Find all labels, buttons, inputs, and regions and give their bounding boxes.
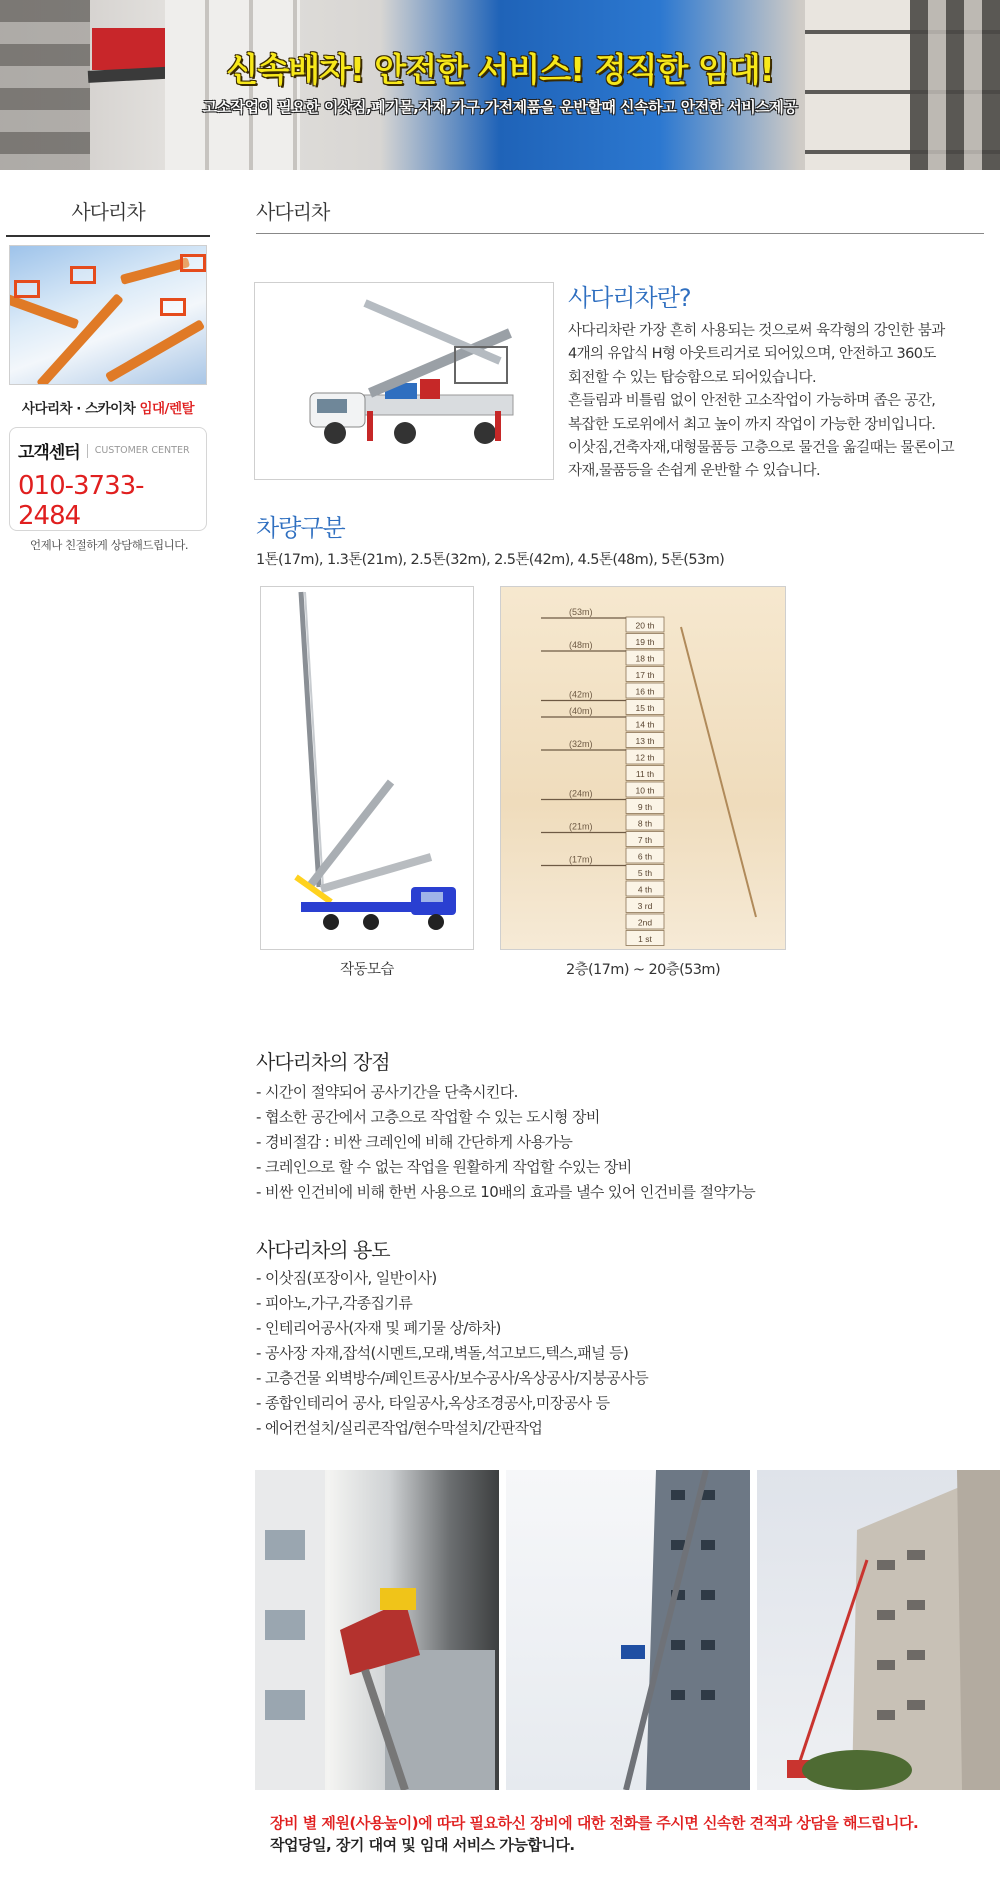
work-photo-1: [255, 1470, 499, 1790]
ladder-operation-illustration: [261, 587, 474, 950]
work-photo-2: [506, 1470, 750, 1790]
floor-label: 14 th: [635, 719, 655, 730]
footer-note: [270, 1812, 990, 1856]
floor-label: 5 th: [637, 868, 653, 878]
sidebar-caption: [6, 397, 210, 417]
customer-center-header: [18, 438, 200, 463]
uses-title: 사다리차의 용도: [256, 1238, 390, 1262]
floor-label: 7 th: [637, 835, 653, 845]
intro-line: 자재,물품등을 손쉽게 운반할 수 있습니다.: [568, 463, 820, 480]
customer-center-label: 고객센터: [18, 443, 80, 463]
floor-label: 17 th: [635, 670, 655, 680]
operation-caption: 작동모습: [340, 962, 394, 978]
floor-label: 19 th: [635, 637, 655, 647]
floor-label: 20 th: [635, 620, 655, 631]
banner-headline: 신속배차! 안전한 서비스! 정직한 임대!: [226, 50, 774, 89]
uses-list: [256, 1266, 648, 1441]
list-item: - 경비절감 : 비싼 크레인에 비해 간단하게 사용가능: [256, 1133, 573, 1151]
customer-center-note: 언제나 친절하게 상담해드립니다.: [30, 538, 188, 552]
customer-center-box: [9, 427, 207, 552]
height-mark-label: (48m): [569, 640, 593, 650]
footer-note-line1: 장비 별 제원(사용높이)에 따라 필요하신 장비에 대한 전화를 주시면 신속한 견적과 상담을 해드립니다.: [270, 1814, 919, 1832]
height-mark-label: (17m): [569, 854, 593, 865]
advantages-list: [256, 1080, 755, 1205]
work-photo-2-illustration: [506, 1470, 750, 1790]
list-item: - 공사장 자재,잡석(시멘트,모래,벽돌,석고보드,텍스,패널 등): [256, 1344, 629, 1362]
height-mark-label: (32m): [569, 739, 593, 749]
ladder-truck-illustration: [255, 283, 554, 480]
intro-line: 복잡한 도로위에서 최고 높이 까지 작업이 가능한 장비입니다.: [568, 416, 936, 433]
sidebar-aerial-lift-image: [9, 245, 207, 385]
floor-label: 9 th: [637, 802, 653, 812]
floor-label: 1 st: [638, 934, 652, 944]
intro-heading: 사다리차란?: [568, 284, 691, 312]
sidebar-caption-main: 사다리차 · 스카이차: [21, 401, 140, 417]
intro-line: 흔들림과 비틀림 없이 안전한 고소작업이 가능하며 좁은 공간,: [568, 393, 936, 410]
vehicle-sizes: 1톤(17m), 1.3톤(21m), 2.5톤(32m), 2.5톤(42m), 4.5톤(48m), 5톤(53m): [256, 552, 725, 568]
list-item: - 협소한 공간에서 고층으로 작업할 수 있는 도시형 장비: [256, 1108, 600, 1126]
floor-label: 18 th: [635, 653, 655, 664]
floor-height-illustration: [501, 587, 786, 950]
floor-label: 12 th: [635, 752, 655, 763]
footer-note-line2: 작업당일, 장기 대여 및 임대 서비스 가능합니다.: [270, 1836, 575, 1854]
floor-height-chart-image: [500, 586, 786, 950]
intro-text: [568, 320, 984, 484]
intro-line: 이삿짐,건축자재,대형물품등 고층으로 물건을 옮길때는 물론이고: [568, 440, 955, 457]
work-photo-3-illustration: [757, 1470, 1000, 1790]
floor-label: 2nd: [637, 917, 653, 928]
list-item: - 이삿짐(포장이사, 일반이사): [256, 1269, 437, 1287]
height-mark-label: (42m): [569, 689, 593, 700]
intro-line: 4개의 유압식 H형 아웃트리거로 되어있으며, 안전하고 360도: [568, 346, 936, 363]
floor-label: 8 th: [637, 818, 653, 829]
list-item: - 시간이 절약되어 공사기간을 단축시킨다.: [256, 1083, 518, 1101]
vehicle-heading: 차량구분: [256, 514, 345, 542]
top-banner: [0, 0, 1000, 170]
floor-label: 16 th: [635, 686, 655, 697]
ladder-truck-image: [254, 282, 554, 480]
page-title: 사다리차: [256, 196, 984, 234]
floor-label: 6 th: [637, 851, 653, 862]
intro-line: 사다리차란 가장 흔히 사용되는 것으로써 육각형의 강인한 붐과: [568, 323, 945, 339]
floor-label: 10 th: [635, 785, 655, 796]
advantages-title: 사다리차의 장점: [256, 1050, 390, 1074]
list-item: - 크레인으로 할 수 없는 작업을 원활하게 작업할 수있는 장비: [256, 1158, 632, 1176]
floor-label: 4 th: [637, 884, 653, 895]
customer-center-divider: [87, 444, 88, 458]
list-item: - 에어컨설치/실리콘작업/현수막설치/간판작업: [256, 1419, 543, 1437]
height-mark-label: (21m): [569, 821, 593, 832]
main-content: [256, 196, 984, 1437]
floor-label: 3 rd: [637, 901, 653, 911]
height-mark-label: (40m): [569, 706, 593, 716]
intro-line: 회전할 수 있는 탑승함으로 되어있습니다.: [568, 369, 816, 386]
sidebar-caption-rental: 임대/렌탈: [139, 401, 195, 417]
work-photo-3: [757, 1470, 1000, 1790]
floor-label: 13 th: [635, 736, 655, 746]
work-photo-1-illustration: [255, 1470, 499, 1790]
list-item: - 종합인테리어 공사, 타일공사,옥상조경공사,미장공사 등: [256, 1394, 610, 1412]
ladder-operation-image: [260, 586, 474, 950]
floor-range-caption: 2층(17m) ~ 20층(53m): [565, 962, 721, 978]
sidebar: [6, 196, 210, 552]
list-item: - 고층건물 외벽방수/페인트공사/보수공사/옥상공사/지붕공사등: [256, 1369, 649, 1387]
list-item: - 인테리어공사(자재 및 폐기물 상/하차): [256, 1319, 501, 1337]
banner-subline: 고소작업이 필요한 이삿짐,폐기물,자재,가구,가전제품을 운반할때 신속하고 안전한 서비스제공: [202, 98, 798, 116]
sidebar-title: 사다리차: [6, 196, 210, 237]
list-item: - 피아노,가구,각종집기류: [256, 1294, 413, 1312]
height-mark-label: (53m): [569, 607, 593, 617]
list-item: - 비싼 인건비에 비해 한번 사용으로 10배의 효과를 낼수 있어 인건비를 절약가능: [256, 1183, 756, 1201]
customer-center-phone[interactable]: 010-3733-2484: [18, 471, 144, 531]
floor-label: 11 th: [635, 769, 655, 779]
floor-label: 15 th: [635, 703, 655, 713]
height-mark-label: (24m): [569, 788, 593, 799]
customer-center-label-en: CUSTOMER CENTER: [94, 445, 190, 456]
